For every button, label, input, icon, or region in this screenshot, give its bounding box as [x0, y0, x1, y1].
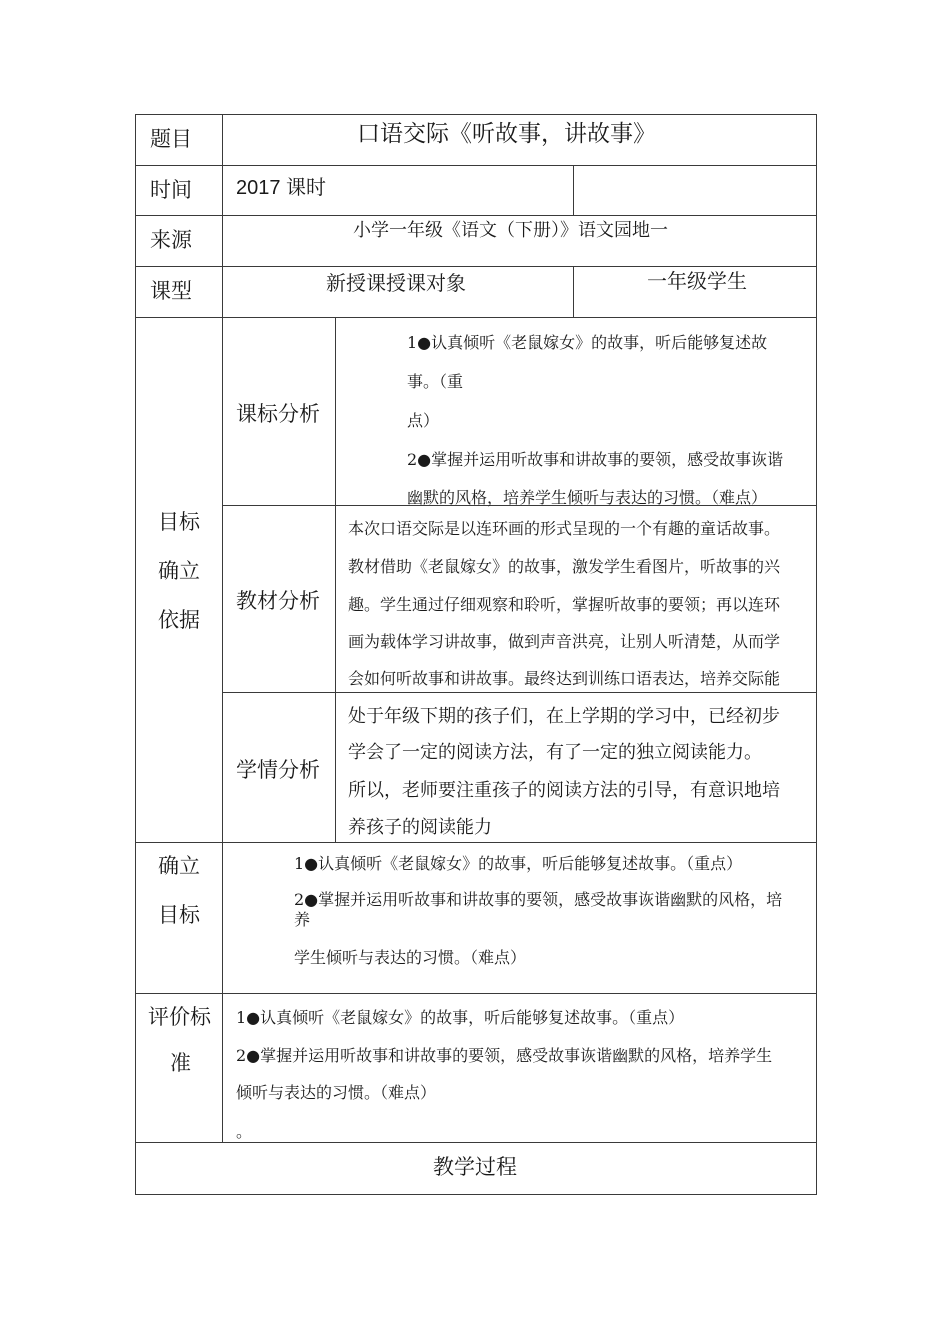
column-divider [573, 266, 574, 318]
text-line: 会如何听故事和讲故事。最终达到训练口语表达，培养交际能 [348, 669, 781, 688]
source-label: 来源 [150, 228, 192, 252]
table-border-bottom [135, 1194, 817, 1195]
text-line: 处于年级下期的孩子们，在上学期的学习中，已经初步 [348, 706, 780, 727]
row-divider [135, 266, 817, 267]
basis-label-line: 目标 [158, 510, 200, 534]
type-label: 课型 [150, 279, 192, 303]
learner-analysis-label: 学情分析 [236, 758, 320, 782]
page-title: 口语交际《听故事，讲故事》 [357, 121, 656, 147]
text-line: 画为载体学习讲故事，做到声音洪亮，让别人听清楚，从而学 [348, 632, 781, 651]
row-divider [222, 692, 817, 693]
text-line: 本次口语交际是以连环画的形式呈现的一个有趣的童话故事。 [348, 519, 781, 538]
column-divider [222, 114, 223, 1143]
table-border-left [135, 114, 136, 1195]
text-line: 2●掌握并运用听故事和讲故事的要领，感受故事诙谐幽默的风格，培 [294, 890, 783, 909]
text-line: 养孩子的阅读能力 [348, 817, 492, 838]
textbook-analysis-label: 教材分析 [236, 589, 320, 613]
text-line: 2●掌握并运用听故事和讲故事的要领，感受故事诙谐幽默的风格，培养学生 [236, 1046, 773, 1065]
time-value: 2017 课时 [236, 177, 327, 199]
time-label: 时间 [150, 178, 192, 202]
basis-label-line: 依据 [158, 608, 200, 632]
column-divider [335, 317, 336, 843]
text-line: 趣。学生通过仔细观察和聆听，掌握听故事的要领；再以连环 [348, 595, 781, 614]
text-line: 点） [407, 411, 440, 430]
column-divider [573, 165, 574, 216]
type-value: 新授课授课对象 [326, 271, 466, 295]
text-line: 。 [236, 1122, 253, 1141]
title-label: 题目 [150, 127, 192, 151]
text-line: 事。（重 [407, 372, 464, 391]
text-line: 学会了一定的阅读方法，有了一定的独立阅读能力。 [348, 742, 762, 763]
row-divider [135, 842, 817, 843]
text-line: 养 [294, 910, 311, 929]
text-line: 倾听与表达的习惯。（难点） [236, 1083, 437, 1102]
source-value: 小学一年级《语文（下册）》语文园地一 [353, 220, 668, 241]
audience-value: 一年级学生 [647, 269, 747, 293]
evaluation-label-line: 评价标 [148, 1005, 211, 1029]
text-line: 1●认真倾听《老鼠嫁女》的故事，听后能够复述故事。（重点） [294, 854, 743, 873]
curriculum-analysis-label: 课标分析 [236, 402, 320, 426]
table-border-right [816, 114, 817, 1195]
text-line: 1●认真倾听《老鼠嫁女》的故事，听后能够复述故 [407, 333, 768, 352]
text-line: 学生倾听与表达的习惯。（难点） [294, 948, 527, 967]
basis-label-line: 确立 [158, 559, 200, 583]
text-line: 1●认真倾听《老鼠嫁女》的故事，听后能够复述故事。（重点） [236, 1008, 685, 1027]
teaching-process-heading: 教学过程 [433, 1155, 517, 1179]
objectives-label-line: 确立 [158, 854, 200, 878]
text-line: 教材借助《老鼠嫁女》的故事，激发学生看图片，听故事的兴 [348, 557, 781, 576]
objectives-label-line: 目标 [158, 903, 200, 927]
row-divider [135, 165, 817, 166]
row-divider [135, 215, 817, 216]
row-divider [135, 1142, 817, 1143]
table-border-top [135, 114, 817, 115]
text-line: 所以，老师要注重孩子的阅读方法的引导，有意识地培 [348, 780, 780, 801]
text-line: 幽默的风格，培养学生倾听与表达的习惯。（难点） [407, 488, 768, 507]
row-divider [135, 993, 817, 994]
row-divider [135, 317, 817, 318]
text-line: 2●掌握并运用听故事和讲故事的要领，感受故事诙谐 [407, 450, 784, 469]
evaluation-label-line: 准 [170, 1051, 191, 1075]
